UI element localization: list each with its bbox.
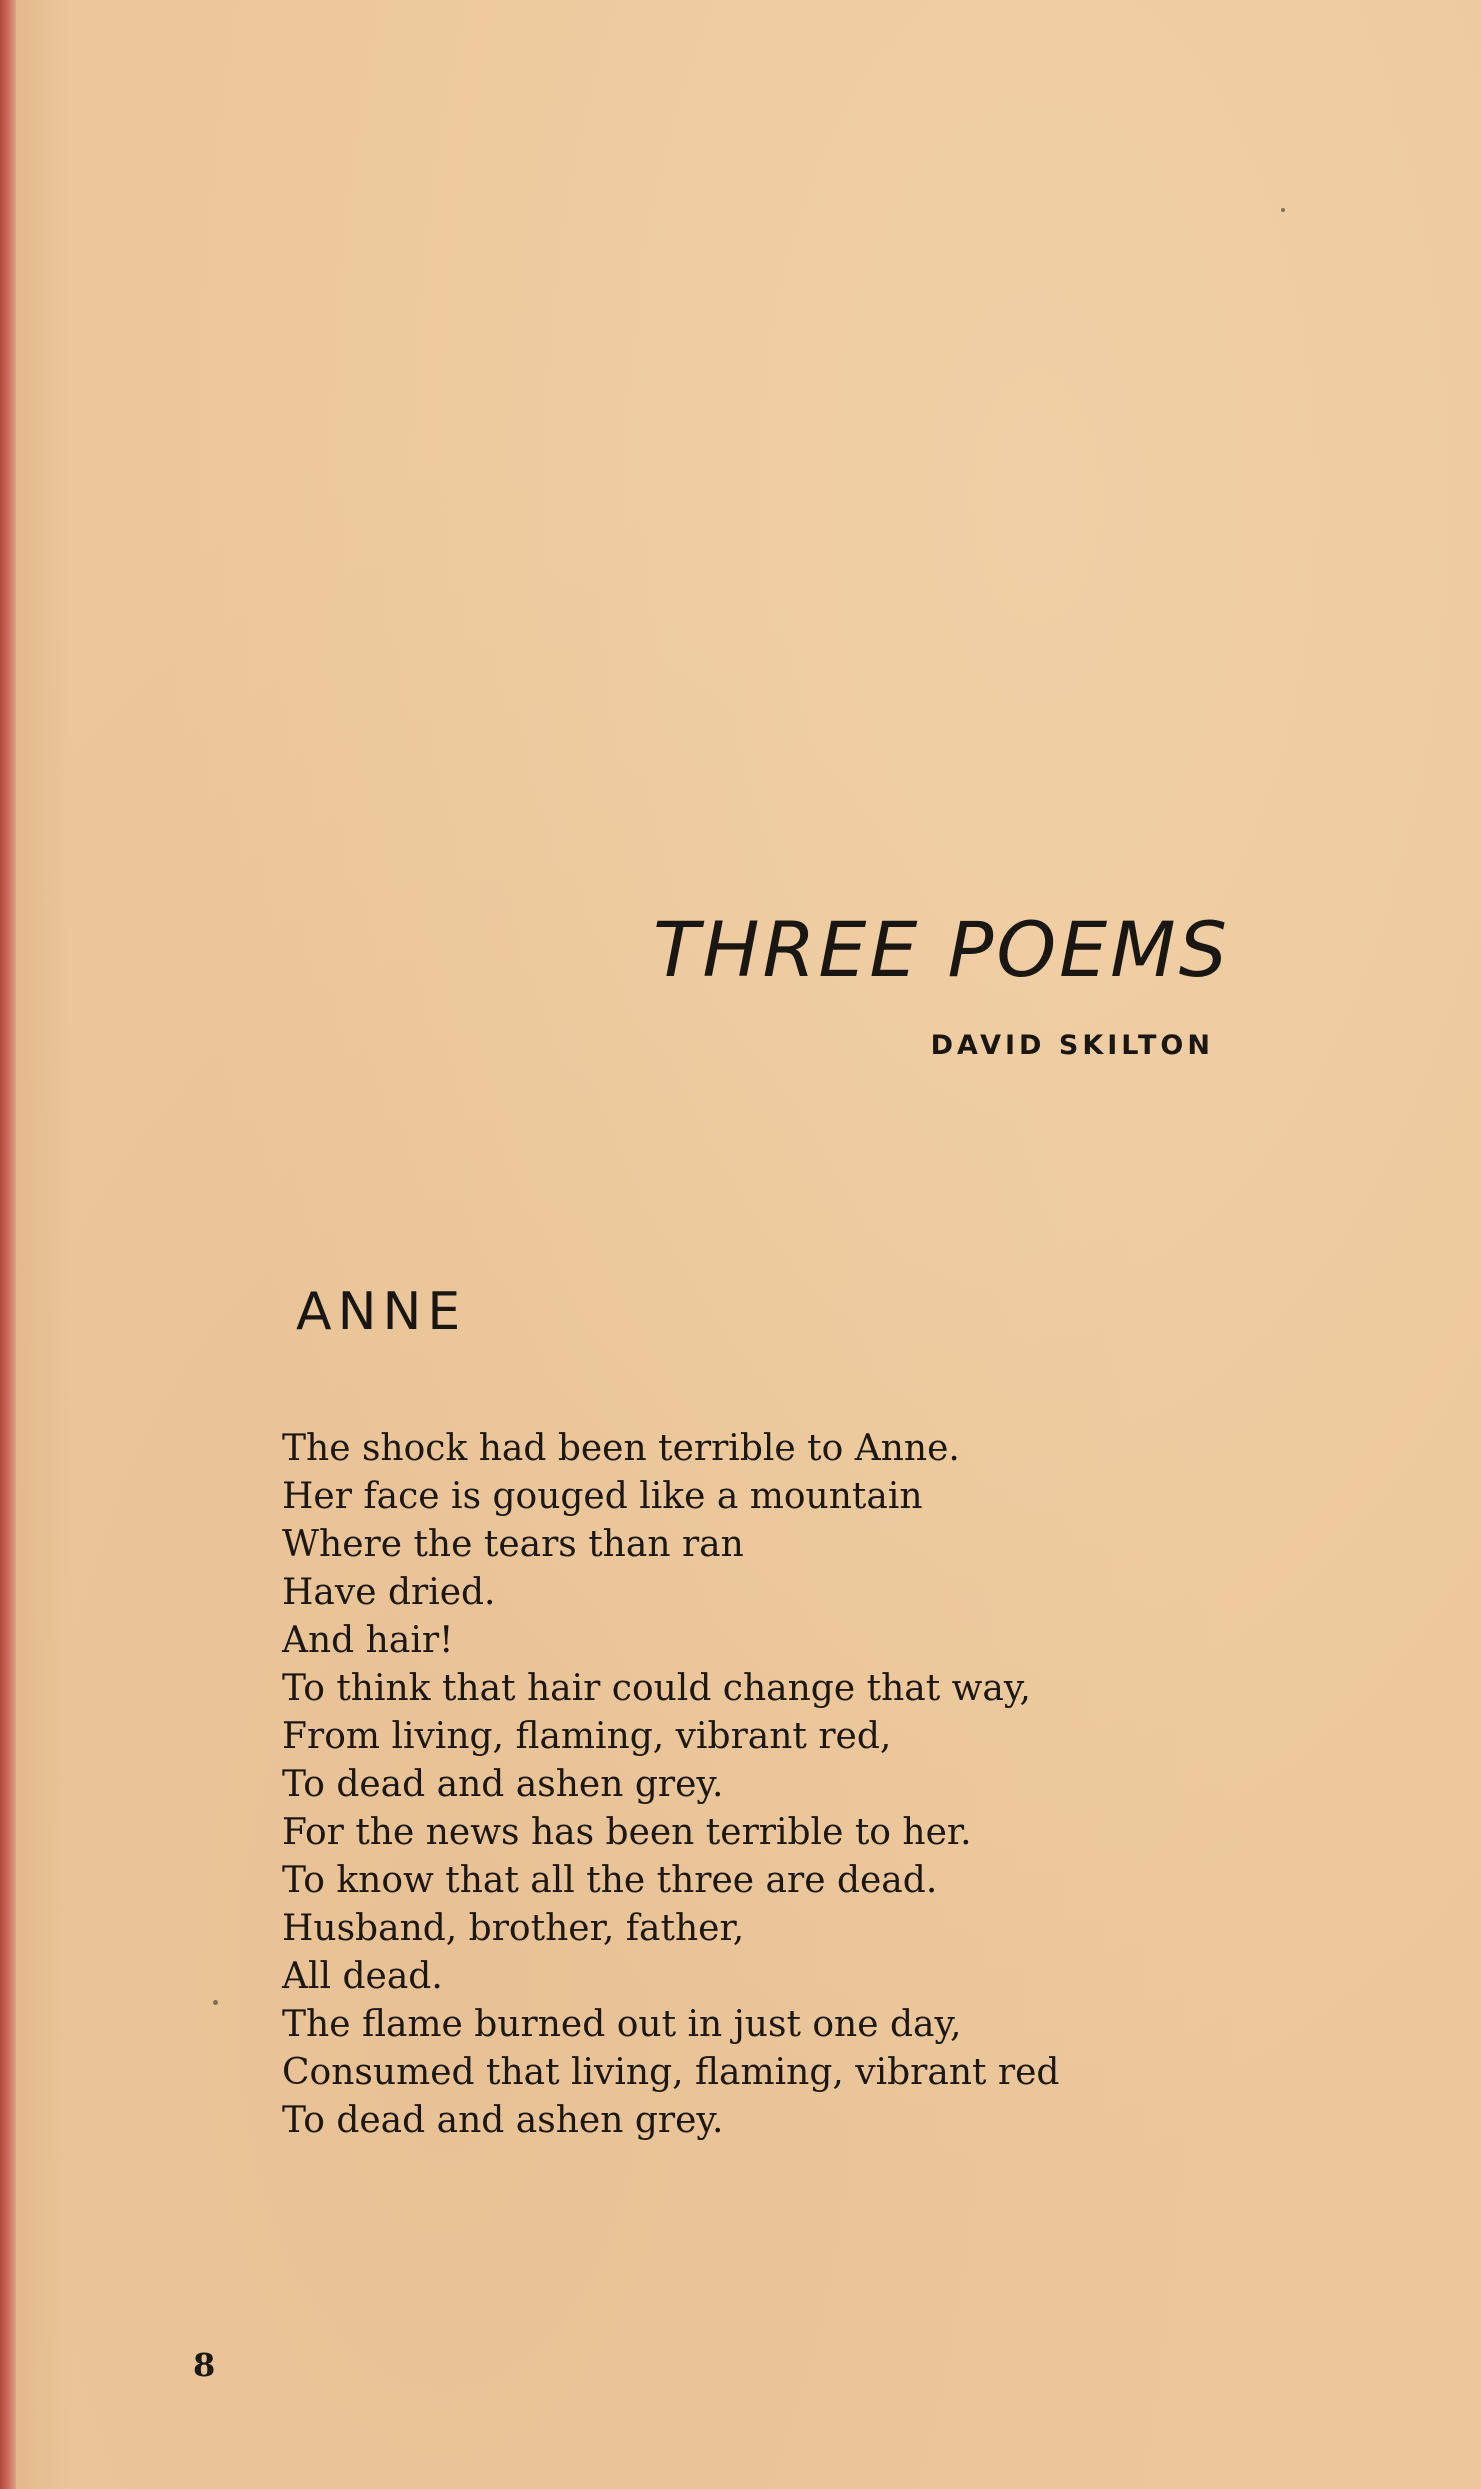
poem-line: Where the tears than ran (282, 1524, 744, 1565)
poem-body (282, 1425, 1182, 2145)
poem-line: For the news has been terrible to her. (282, 1812, 972, 1853)
poem-line: Husband, brother, father, (282, 1908, 745, 1949)
page-number: 8 (193, 2346, 216, 2384)
poem-line: Consumed that living, flaming, vibrant red (282, 2052, 1060, 2093)
author-name: DAVID SKILTON (930, 1030, 1214, 1061)
poem-line: The flame burned out in just one day, (282, 2004, 962, 2045)
paper-speck (1281, 208, 1285, 212)
paper-speck (213, 2000, 218, 2005)
poem-line: To think that hair could change that way, (282, 1668, 1031, 1709)
poem-line: To dead and ashen grey. (282, 1764, 724, 1805)
poem-title: ANNE (296, 1282, 467, 1342)
poem-line: Her face is gouged like a mountain (282, 1476, 923, 1517)
poem-line: To know that all the three are dead. (282, 1860, 938, 1901)
poem-line: From living, flaming, vibrant red, (282, 1716, 892, 1757)
poem-line: All dead. (282, 1956, 443, 1997)
page-title: THREE POEMS (652, 905, 1230, 994)
poem-line: The shock had been terrible to Anne. (282, 1428, 960, 1469)
page-edge (0, 0, 16, 2489)
poem-line: And hair! (282, 1620, 454, 1661)
poem-line: To dead and ashen grey. (282, 2100, 724, 2141)
poem-line: Have dried. (282, 1572, 496, 1613)
